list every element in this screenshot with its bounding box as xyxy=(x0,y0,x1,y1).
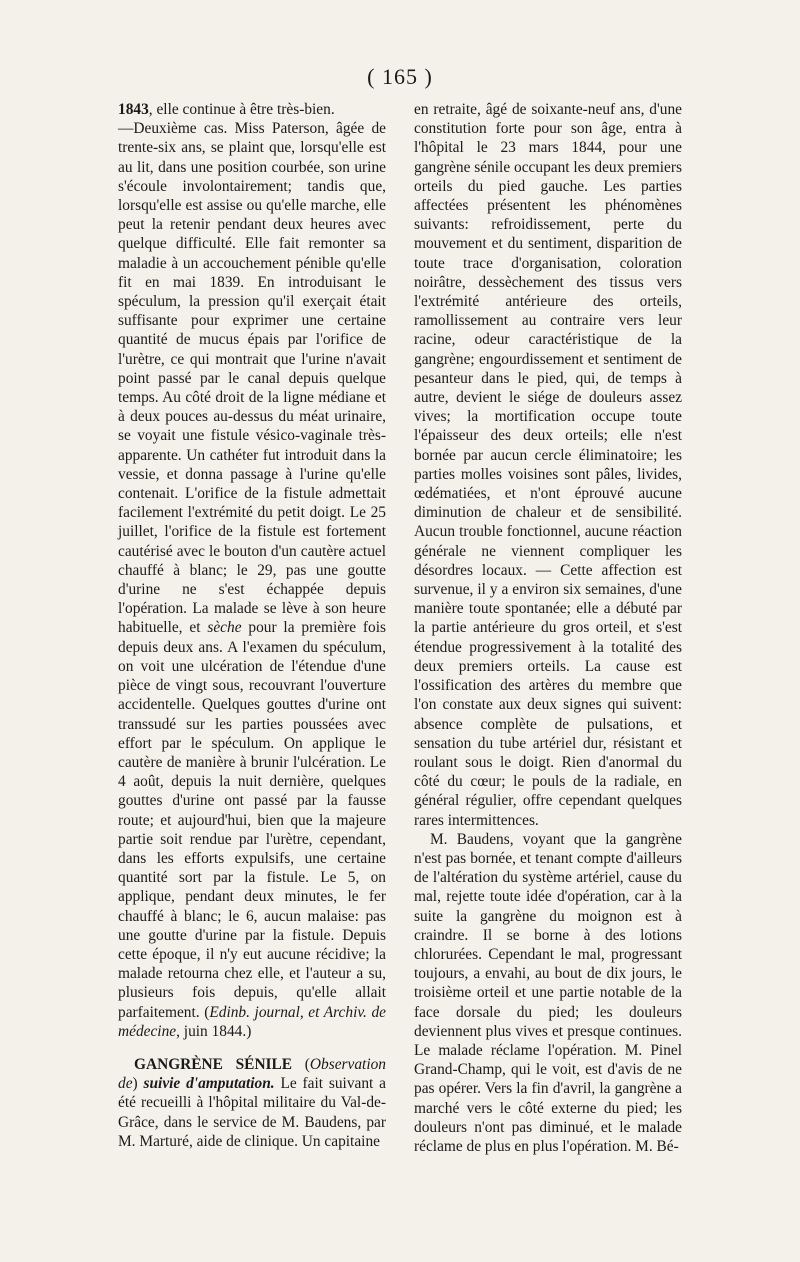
year: 1843 xyxy=(118,101,149,118)
paren-open: ( xyxy=(292,1055,310,1073)
right-column xyxy=(414,100,682,1156)
observation-label: Observation de xyxy=(118,1055,386,1093)
subheading: suivie d'amputation. xyxy=(143,1075,275,1093)
paren-close: ) xyxy=(132,1075,144,1093)
paragraph-text: Le fait suivant a été recueilli à l'hôpital militaire du Val-de-Grâce, dans le service de M. Baudens, par M. Marturé, aide de clinique. Un capitaine xyxy=(118,1075,386,1150)
paragraph-baudens: M. Baudens, voyant que la gangrène n'est pas bornée, et tenant compte d'ailleurs de l'altération du système artériel, cause du mal, rejette toute idée d'opération, car à la suite la gangrène du moignon est à craindre. Il se borne à des lotions chlorurées. Cependant le mal, progressant toujours, a envahi, au bout de dix jours, le troisième orteil et une partie notable de la face dorsale du pied; les douleurs deviennent plus vives et presque continues. Le malade réclame l'opération. M. Pinel Grand-Champ, qui le voit, est d'avis de ne pas opérer. Vers la fin d'avril, la gangrène a marché vers le côté externe du pied; les douleurs n'ont pas diminué, et le malade réclame de plus en plus l'opération. M. Bé- xyxy=(414,830,682,1155)
emphasis-word: sèche xyxy=(207,619,242,637)
citation-date: , juin 1844.) xyxy=(176,1022,252,1040)
paragraph-second-case xyxy=(118,119,386,1041)
section-heading: GANGRÈNE SÉNILE xyxy=(134,1055,293,1073)
citation-source: Edinb. journal, et Archiv. de médecine xyxy=(118,1003,387,1040)
paragraph-gangrene xyxy=(118,1055,386,1151)
page-number: ( 165 ) xyxy=(367,64,433,89)
case-label: —Deuxième cas. xyxy=(118,120,228,138)
paragraph-text: Miss Paterson, âgée de trente-six ans, se plaint que, lorsqu'elle est au lit, dans une position courbée, son urine s'écoule involontairement; tandis que, lorsqu'elle est assise ou qu'elle marche, elle peut la retenir pendant deux heures avec quelque difficulté. Elle fait remonter sa maladie à un accouchement pénible qu'elle fit en mai 1839. En introduisant le spéculum, la pression qu'il exerçait était suffisante pour exprimer une certaine quantité de mucus épais par l'orifice de l'urètre, ce qui montrait que l'urine n'avait point passé par le canal depuis quelque temps. Au côté droit de la ligne médiane et à deux pouces au-dessus du méat urinaire, se voyait une fistule vésico-vaginale très-apparente. Un cathéter fut introduit dans la vessie, et donna passage à l'urine qu'elle contenait. L'orifice de la fistule admettait facilement l'extrémité du petit doigt. Le 25 juillet, l'orifice de la fistule est fortement cautérisé avec le bouton d'un cautère actuel chauffé à blanc; le 29, pas une goutte d'urine ne s'est échappée depuis l'opération. La malade se lève à son heure habituelle, et xyxy=(118,120,386,637)
paragraph-text: , elle continue à être très-bien. xyxy=(148,101,335,118)
paragraph-text: pour la première fois depuis deux ans. A l'examen du spéculum, on voit une ulcération de l'étendue d'une pièce de vingt sous, recouvrant l'ouverture accidentelle. Quelques gouttes d'urine ont transsudé sur les parties poussées avec effort par le spéculum. On applique le cautère de manière à brunir l'ulcération. Le 4 août, depuis la nuit dernière, quelques gouttes d'urine ont passé par la fausse route; et aujourd'hui, bien que la majeure partie soit rendue par l'urètre, cependant, dans les efforts expulsifs, une certaine quantité sort par la fistule. Le 5, on applique, pendant deux minutes, le fer chauffé à blanc; le 6, aucun malaise: pas une goutte d'urine par la fistule. Depuis cette époque, il n'y eut aucune récidive; la malade retourna chez elle, et l'auteur a su, plusieurs fois depuis, qu'elle allait parfaitement. ( xyxy=(118,619,387,1021)
left-column xyxy=(118,100,386,1151)
paragraph-continuation xyxy=(118,100,386,119)
paragraph-continuation: en retraite, âgé de soixante-neuf ans, d'une constitution forte pour son âge, entra à l'hôpital le 23 mars 1844, pour une gangrène sénile occupant les deux premiers orteils du pied gauche. Les parties affectées présentent les phénomènes suivants: refroidissement, perte du mouvement et du sentiment, disparition de toute trace d'organisation, coloration noirâtre, dessèchement des tissus vers l'extrémité antérieure des orteils, ramollissement au contraire vers leur racine, odeur caractéristique de la gangrène; engourdissement et sentiment de pesanteur dans le pied, qui, de temps à autre, devient le siége de douleurs assez vives; la mortification occupe toute l'épaisseur des deux orteils; elle n'est bornée par aucun cercle éliminatoire; les parties molles voisines sont pâles, livides, œdématiées, et n'ont éprouvé aucune diminution de chaleur et de sensibilité. Aucun trouble fonctionnel, aucune réaction générale ne viennent compliquer les désordres locaux. — Cette affection est survenue, il y a environ six semaines, d'une manière toute spontanée; elle a débuté par la partie antérieure du gros orteil, et s'est étendue progressivement à la totalité des deux premiers orteils. La cause est l'ossification des artères du membre que l'on constate aux deux signes qui suivent: absence complète de pulsations, et sensation du tube artériel dur, résistant et roulant sous le doigt. Rien d'anormal du côté du cœur; le pouls de la radiale, en général régulier, offre cependant quelques rares intermittences. xyxy=(414,101,682,829)
